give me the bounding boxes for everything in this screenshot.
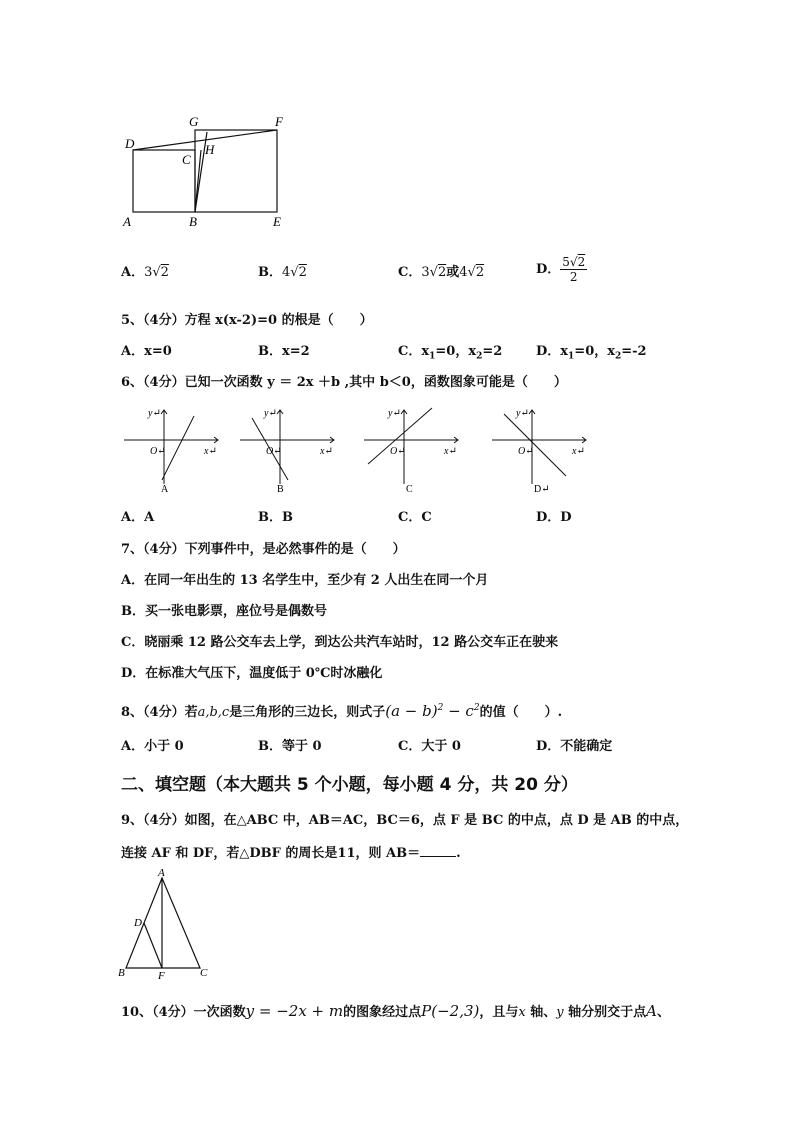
q4-option-b: B．4√2 bbox=[258, 265, 307, 280]
q9-line-1: 9、（4分）如图，在△ABC 中，AB＝AC，BC＝6，点 F 是 BC 的中点，点 D 是 AB 的中点， bbox=[121, 813, 689, 828]
q4-option-d: D． $\frac{5√2}{2}$ bbox=[536, 255, 586, 284]
q6-option-a: A．A bbox=[121, 510, 155, 525]
svg-text:O↵: O↵ bbox=[150, 446, 166, 457]
q8-option-a: A．小于 0 bbox=[121, 739, 184, 754]
label-g: G bbox=[189, 114, 199, 129]
q6-option-c: C．C bbox=[398, 510, 432, 525]
q4-figure bbox=[115, 112, 295, 232]
svg-text:x↵: x↵ bbox=[320, 446, 333, 457]
q6-graph-label-b: B bbox=[277, 484, 284, 494]
q8-option-b: B．等于 0 bbox=[258, 739, 322, 754]
svg-text:B: B bbox=[118, 967, 125, 979]
q7-option-c: C．晓丽乘 12 路公交车去上学，到达公共汽车站时，12 路公交车正在驶来 bbox=[121, 635, 559, 650]
q10-stem: 10、（4分）一次函数y = −2x + m的图象经过点P(−2,3)，且与x 轴、y 轴分别交于点A、 bbox=[121, 1002, 671, 1020]
q9-figure bbox=[116, 868, 214, 982]
q8-option-c: C．大于 0 bbox=[398, 739, 461, 754]
q6-graph-label-a: A bbox=[161, 484, 169, 494]
q6-graph-a bbox=[118, 404, 228, 494]
svg-text:y↵: y↵ bbox=[148, 408, 161, 419]
segment-df bbox=[144, 923, 162, 968]
q7-option-d: D．在标准大气压下，温度低于 0℃时冰融化 bbox=[121, 666, 383, 681]
q6-option-b: B．B bbox=[258, 510, 293, 525]
q4-option-a: A．3√2 bbox=[121, 265, 169, 280]
q5-stem: 5、（4分）方程 x(x-2)=0 的根是（ ） bbox=[121, 313, 373, 328]
q7-option-b: B．买一张电影票，座位号是偶数号 bbox=[121, 604, 327, 619]
label-f: F bbox=[275, 114, 283, 129]
svg-text:O↵: O↵ bbox=[518, 446, 534, 457]
svg-text:C: C bbox=[200, 967, 208, 979]
svg-text:x↵: x↵ bbox=[444, 446, 457, 457]
q4-option-c: C．3√2或4√2 bbox=[398, 265, 485, 280]
q6-graph-b bbox=[234, 404, 344, 494]
q6-graph-d bbox=[486, 404, 596, 494]
q5-option-d: D．$x_1=0$，$x_2=-2$ bbox=[536, 344, 647, 362]
label-d: D bbox=[125, 136, 135, 151]
svg-text:F: F bbox=[158, 970, 165, 982]
label-b: B bbox=[189, 214, 197, 229]
q8-option-d: D．不能确定 bbox=[536, 739, 613, 754]
section-2-title: 二、填空题（本大题共 5 个小题，每小题 4 分，共 20 分） bbox=[121, 775, 578, 795]
q7-stem: 7、（4分）下列事件中，是必然事件的是（ ） bbox=[121, 542, 406, 557]
svg-text:y↵: y↵ bbox=[516, 408, 529, 419]
q6-stem: 6、（4分）已知一次函数 y ＝ 2x ＋b ,其中 b＜0，函数图象可能是（ ） bbox=[121, 375, 567, 390]
q6-graph-c bbox=[358, 404, 468, 494]
svg-text:x↵: x↵ bbox=[204, 446, 217, 457]
q5-option-b: B．x=2 bbox=[258, 344, 310, 359]
svg-text:O↵: O↵ bbox=[266, 446, 282, 457]
q5-option-c: C．$x_1=0$，$x_2=2$ bbox=[398, 344, 503, 362]
svg-text:D: D bbox=[134, 917, 142, 929]
q9-line-2: 连接 AF 和 DF，若△DBF 的周长是11，则 AB＝ . bbox=[121, 846, 461, 861]
svg-text:y↵: y↵ bbox=[388, 408, 401, 419]
q6-graph-label-d: D↵ bbox=[534, 484, 550, 494]
q9-answer-blank bbox=[420, 846, 456, 857]
svg-text:y↵: y↵ bbox=[264, 408, 277, 419]
svg-text:x↵: x↵ bbox=[572, 446, 585, 457]
svg-text:O↵: O↵ bbox=[390, 446, 406, 457]
label-h: H bbox=[205, 142, 215, 157]
label-a: A bbox=[123, 214, 131, 229]
label-c: C bbox=[182, 152, 191, 167]
svg-text:A: A bbox=[158, 868, 165, 879]
q5-option-a: A．x=0 bbox=[121, 344, 172, 359]
label-e: E bbox=[273, 214, 281, 229]
q7-option-a: A．在同一年出生的 13 名学生中，至少有 2 人出生在同一个月 bbox=[121, 573, 489, 588]
q6-graph-label-c: C bbox=[406, 484, 413, 494]
q8-stem: 8、（4分）若a,b,c是三角形的三边长，则式子$(a - b)^2 - c^2$的值（ ）. bbox=[121, 702, 563, 720]
q6-option-d: D．D bbox=[536, 510, 572, 525]
